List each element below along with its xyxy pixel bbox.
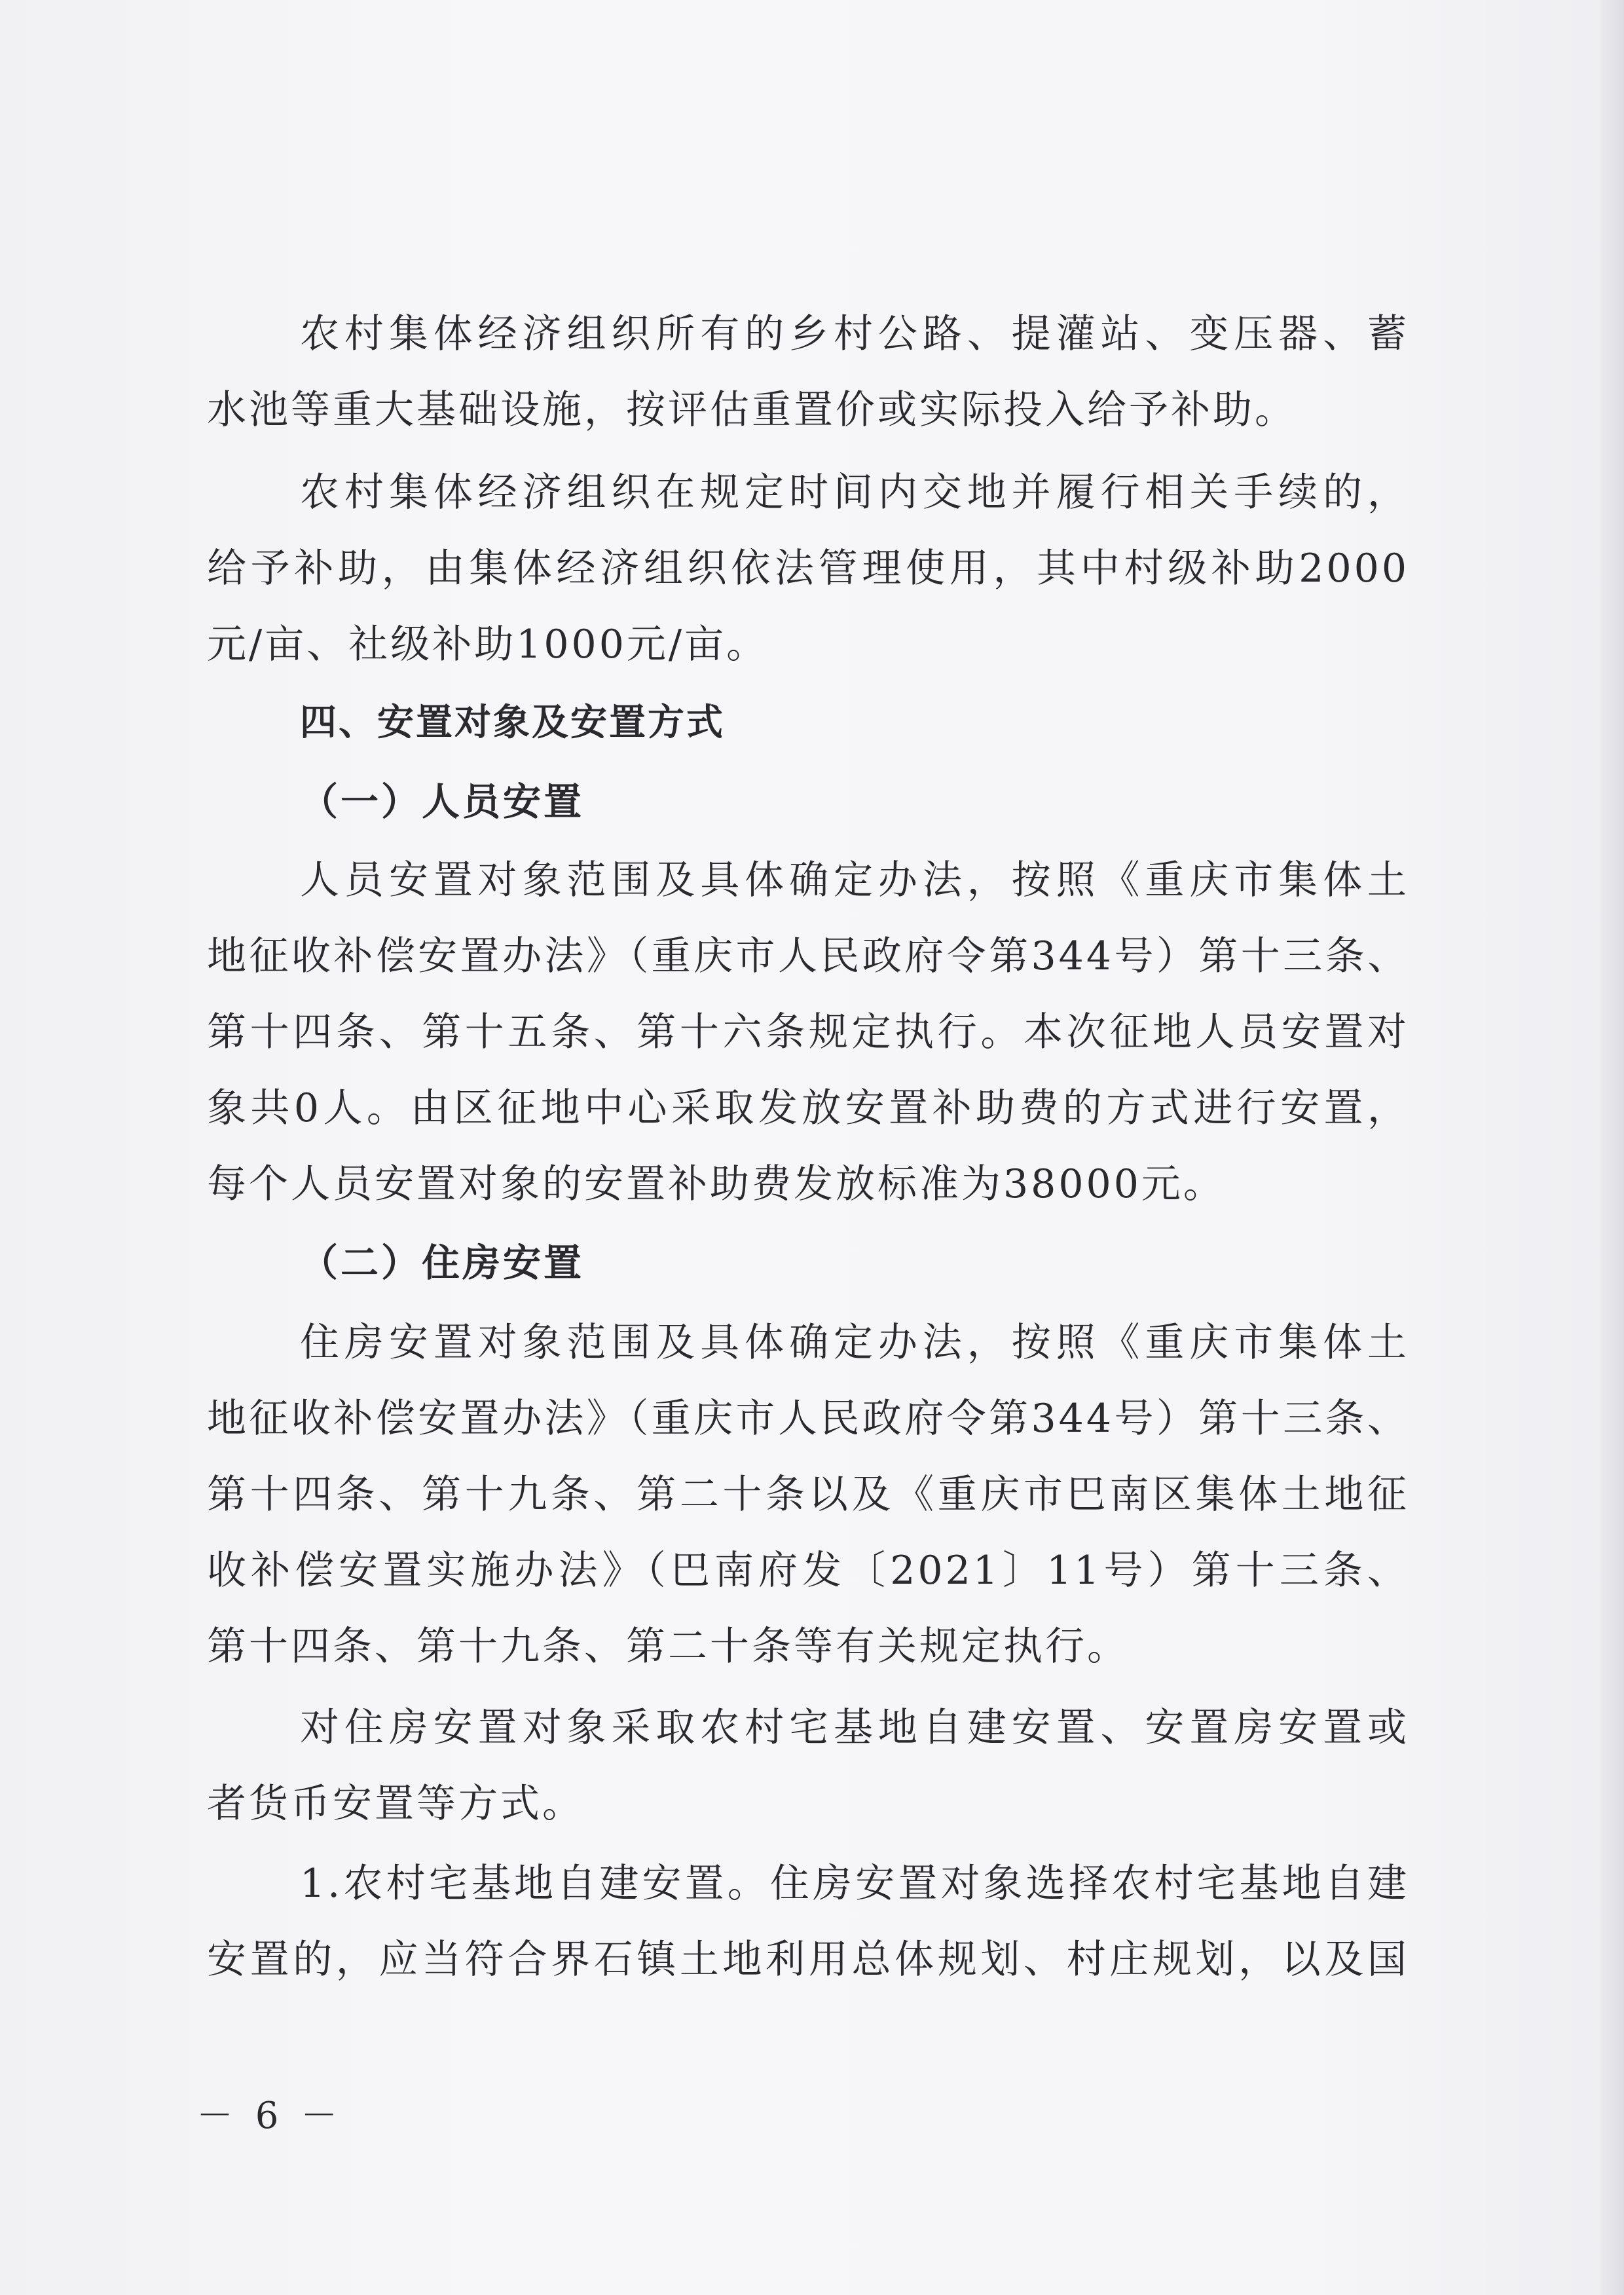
- page-number: － 6 －: [196, 2095, 343, 2137]
- paragraph-line: 每个人员安置对象的安置补助费发放标准为38000元。: [207, 1161, 1225, 1207]
- paragraph-line: 农村集体经济组织所有的乡村公路、提灌站、变压器、蓄: [300, 311, 1409, 357]
- paragraph-line: 地征收补偿安置办法》（重庆市人民政府令第344号）第十三条、: [207, 933, 1409, 979]
- paragraph-line: 第十四条、第十九条、第二十条等有关规定执行。: [207, 1624, 1129, 1670]
- paragraph-line: 第十四条、第十九条、第二十条以及《重庆市巴南区集体土地征: [207, 1472, 1409, 1518]
- paragraph-line: 地征收补偿安置办法》（重庆市人民政府令第344号）第十三条、: [207, 1396, 1409, 1442]
- subsection-heading: （一）人员安置: [300, 779, 585, 824]
- paragraph-line: 农村集体经济组织在规定时间内交地并履行相关手续的，: [300, 470, 1409, 515]
- paragraph-line: 者货币安置等方式。: [207, 1781, 584, 1827]
- subsection-heading: （二）住房安置: [300, 1241, 585, 1285]
- paragraph-line: 收补偿安置实施办法》（巴南府发〔2021〕11号）第十三条、: [207, 1548, 1409, 1594]
- paragraph-line: 1.农村宅基地自建安置。住房安置对象选择农村宅基地自建: [300, 1861, 1409, 1907]
- paragraph-line: 给予补助，由集体经济组织依法管理使用，其中村级补助2000: [207, 546, 1409, 591]
- paragraph-line: 元/亩、社级补助1000元/亩。: [207, 622, 769, 667]
- paragraph-line: 象共0人。由区征地中心采取发放安置补助费的方式进行安置，: [207, 1085, 1409, 1131]
- paragraph-line: 对住房安置对象采取农村宅基地自建安置、安置房安置或: [300, 1705, 1409, 1751]
- paragraph-line: 水池等重大基础设施，按评估重置价或实际投入给予补助。: [207, 387, 1297, 433]
- paragraph-line: 住房安置对象范围及具体确定办法，按照《重庆市集体土: [300, 1320, 1409, 1366]
- section-heading: 四、安置对象及安置方式: [300, 701, 725, 744]
- page-edge-shadow: [1600, 0, 1624, 2295]
- paragraph-line: 人员安置对象范围及具体确定办法，按照《重庆市集体土: [300, 857, 1409, 903]
- paragraph-line: 第十四条、第十五条、第十六条规定执行。本次征地人员安置对: [207, 1009, 1409, 1055]
- paragraph-line: 安置的，应当符合界石镇土地利用总体规划、村庄规划，以及国: [207, 1937, 1409, 1983]
